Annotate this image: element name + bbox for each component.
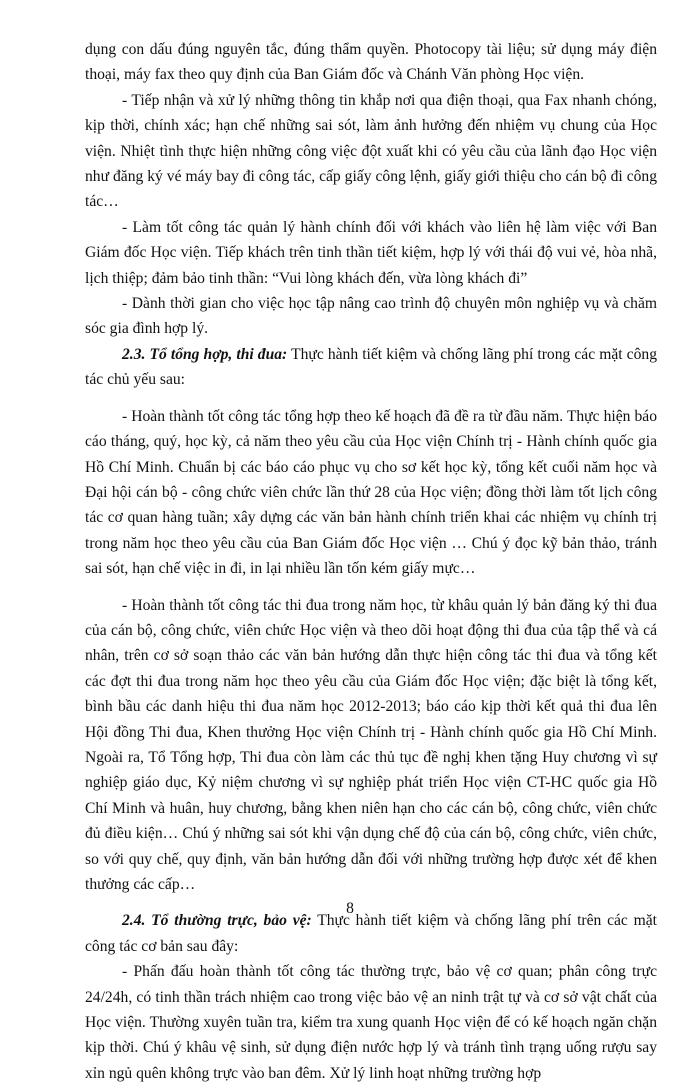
paragraph-emulation-work: - Hoàn thành tốt công tác thi đua trong năm học, từ khâu quản lý bản đăng ký thi đua của cán bộ, công chức, viên chức Học viện và theo dõi hoạt động thi đua của tập thể và cá nhân, trên cơ sở soạn thảo các văn bản hướng dẫn thực hiện công tác thi đua và tổng kết các đợt thi đua trong năm học theo yêu cầu của Giám đốc Học viện; đặc biệt là tổng kết, bình bầu các danh hiệu thi đua năm học 2012-2013; báo cáo kịp thời kết quả thi đua lên Hội đồng Thi đua, Khen thưởng Học viện Chính trị - Hành chính quốc gia Hồ Chí Minh. Ngoài ra, Tổ Tổng hợp, Thi đua còn làm các thủ tục đề nghị khen tặng Huy chương vì sự nghiệp giáo dục, Kỷ niệm chương vì sự nghiệp phát triển Học viện CT-HC quốc gia Hồ Chí Minh và huân, huy chương, bằng khen niên hạn cho các cán bộ, công chức, viên chức đủ điều kiện… Chú ý những sai sót khi vận dụng chế độ của cán bộ, công chức, viên chức, so với quy chế, quy định, văn bản hướng dẫn đối với những trường hợp được xét để khen thưởng các cấp… <box>85 596 657 893</box>
paragraph-continuation: dụng con dấu đúng nguyên tắc, đúng thẩm quyền. Photocopy tài liệu; sử dụng máy điện thoại, máy fax theo quy định của Ban Giám đốc và Chánh Văn phòng Học viện. <box>85 41 657 84</box>
paragraph-security-duty: - Phấn đấu hoàn thành tốt công tác thường trực, bảo vệ cơ quan; phân công trực 24/24h, có tinh thần trách nhiệm cao trong việc bảo vệ an ninh trật tự và cơ sở vật chất của Học viện. Thường xuyên tuần tra, kiểm tra xung quanh Học viện để có kế hoạch ngăn chặn kịp thời. Chú ý khâu vệ sinh, sử dụng điện nước hợp lý và tránh tình trạng uống rượu say xỉn ngủ quên không trực vào ban đêm. Xử lý linh hoạt những trường hợp <box>85 963 657 1082</box>
section-2-4-intro: Thực hành tiết kiệm và chống lãng phí trên các mặt công tác cơ bản sau đây: <box>85 912 657 955</box>
paragraph-guest-reception: - Làm tốt công tác quản lý hành chính đối với khách vào liên hệ làm việc với Ban Giám đốc Học viện. Tiếp khách trên tinh thần tiết kiệm, hợp lý với thái độ vui vẻ, hòa nhã, lịch thiệp; đảm bảo tinh thần: “Vui lòng khách đến, vừa lòng khách đi” <box>85 218 657 287</box>
paragraph-synthesis-work: - Hoàn thành tốt công tác tổng hợp theo kế hoạch đã đề ra từ đầu năm. Thực hiện báo cáo tháng, quý, học kỳ, cả năm theo yêu cầu của Học viện Chính trị - Hành chính quốc gia Hồ Chí Minh. Chuẩn bị các báo cáo phục vụ cho sơ kết học kỳ, tổng kết cuối năm học và Đại hội cán bộ - công chức viên chức lần thứ 28 của Học viện; đồng thời làm tốt lịch công tác cơ quan hàng tuần; xây dựng các văn bản hành chính triển khai các nhiệm vụ chính trị trong năm học theo yêu cầu của Ban Giám đốc Học viện … Chú ý đọc kỹ bản thảo, tránh sai sót, hạn chế việc in đi, in lại nhiều lần tốn kém giấy mực… <box>85 407 657 578</box>
page-body <box>85 37 657 1086</box>
section-2-4-heading: 2.4. Tổ thường trực, bảo vệ: <box>122 912 312 930</box>
section-2-3-heading: 2.3. Tổ tổng hợp, thi đua: <box>122 345 288 363</box>
paragraph-self-study: - Dành thời gian cho việc học tập nâng cao trình độ chuyên môn nghiệp vụ và chăm sóc gia đình hợp lý. <box>85 295 657 338</box>
paragraph-telephone-fax: - Tiếp nhận và xử lý những thông tin khắp nơi qua điện thoại, qua Fax nhanh chóng, kịp thời, chính xác; hạn chế những sai sót, làm ảnh hưởng đến nhiệm vụ chung của Học viện. Nhiệt tình thực hiện những công việc đột xuất khi có yêu cầu của lãnh đạo Học viện như đăng ký vé máy bay đi công tác, cấp giấy công lệnh, giấy giới thiệu cho cán bộ đi công tác… <box>85 91 657 211</box>
page-number: 8 <box>346 900 354 917</box>
section-2-3-heading-paragraph <box>85 342 657 393</box>
section-2-3-intro: Thực hành tiết kiệm và chống lãng phí trong các mặt công tác chủ yếu sau: <box>85 345 657 389</box>
